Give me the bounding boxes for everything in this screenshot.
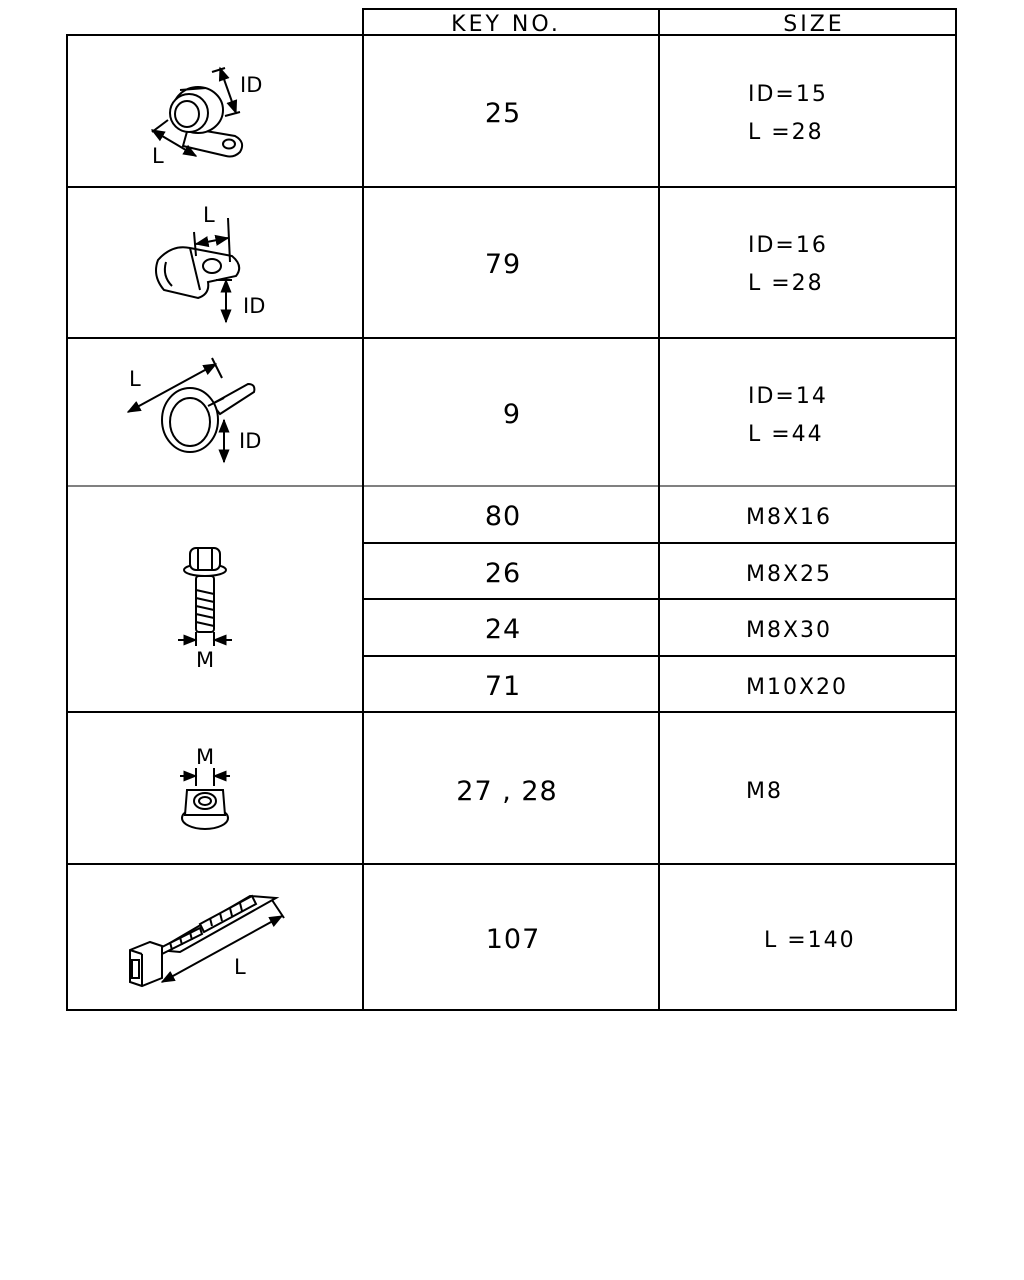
size-value: L =28: [748, 271, 824, 296]
key-number: 27 , 28: [456, 776, 558, 807]
key-no-header: KEY NO.: [451, 12, 561, 37]
key-number: 26: [484, 558, 522, 589]
band-clamp-drawing: [128, 358, 254, 462]
dimension-label-m: M: [195, 648, 215, 672]
size-value: M8X25: [746, 562, 833, 587]
key-number: 25: [484, 98, 522, 129]
size-value: M10X20: [746, 675, 849, 700]
dimension-label-l: L: [152, 144, 164, 168]
dimension-label-id: ID: [243, 294, 266, 318]
dimension-label-id: ID: [240, 73, 263, 97]
size-value: M8: [746, 779, 783, 804]
size-header: SIZE: [783, 12, 845, 37]
cushioned-clamp-drawing: [152, 68, 242, 157]
size-value: M8X16: [746, 505, 833, 530]
dimension-label-m: M: [195, 745, 215, 769]
dimension-label-id: ID: [239, 429, 262, 453]
flange-nut-drawing: [180, 768, 230, 829]
p-clamp-drawing: [156, 218, 239, 322]
key-number: 107: [485, 924, 541, 955]
size-value: ID=16: [748, 233, 828, 258]
key-number: 24: [484, 614, 522, 645]
size-value: ID=15: [748, 82, 828, 107]
flange-bolt-drawing: [178, 548, 232, 646]
key-number: 71: [484, 671, 522, 702]
size-value: ID=14: [748, 384, 828, 409]
key-number: 9: [502, 399, 522, 430]
size-value: L =44: [748, 422, 824, 447]
key-number: 79: [484, 249, 522, 280]
dimension-label-l: L: [234, 955, 246, 979]
cable-tie-drawing: [130, 896, 284, 986]
size-value: L =140: [764, 928, 856, 953]
dimension-label-l: L: [129, 367, 141, 391]
dimension-label-l: L: [203, 203, 215, 227]
size-value: M8X30: [746, 618, 833, 643]
key-number: 80: [484, 501, 522, 532]
size-value: L =28: [748, 120, 824, 145]
